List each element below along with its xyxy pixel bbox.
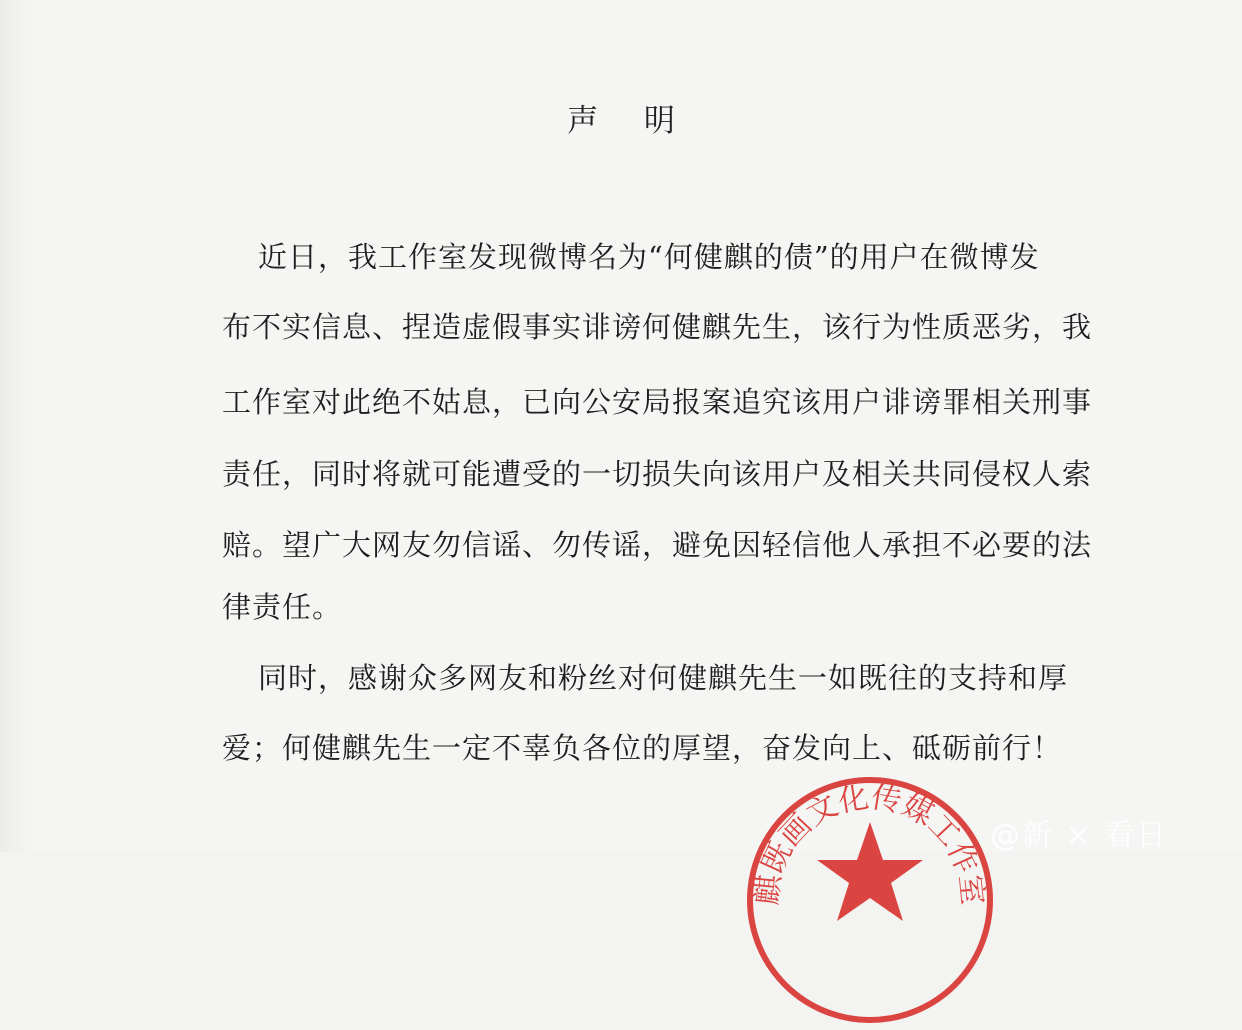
document-title: 声 明	[567, 103, 693, 139]
paragraph2-line-1: 同时，感谢众多网友和粉丝对何健麒先生一如既往的支持和厚	[258, 661, 1069, 695]
company-seal-stamp	[740, 770, 1000, 1030]
seal-star-icon	[817, 822, 923, 921]
paragraph1-line-3: 工作室对此绝不姑息，已向公安局报案追究该用户诽谤罪相关刑事	[222, 385, 1093, 419]
seal-text: 麒既画文化传媒工作室	[750, 780, 990, 907]
watermark: @新 × 看日	[990, 818, 1169, 853]
paragraph1-line-4: 责任，同时将就可能遭受的一切损失向该用户及相关共同侵权人索	[222, 457, 1093, 491]
paragraph1-line-2: 布不实信息、捏造虚假事实诽谤何健麒先生，该行为性质恶劣，我	[222, 310, 1093, 344]
paragraph2-line-2: 爱；何健麒先生一定不辜负各位的厚望，奋发向上、砥砺前行！	[222, 731, 1063, 765]
paragraph1-line-6: 律责任。	[222, 590, 343, 624]
paragraph1-line-5: 赔。望广大网友勿信谣、勿传谣，避免因轻信他人承担不必要的法	[222, 528, 1093, 562]
paragraph1-line-1: 近日，我工作室发现微博名为“何健麒的债”的用户在微博发	[258, 240, 1040, 274]
